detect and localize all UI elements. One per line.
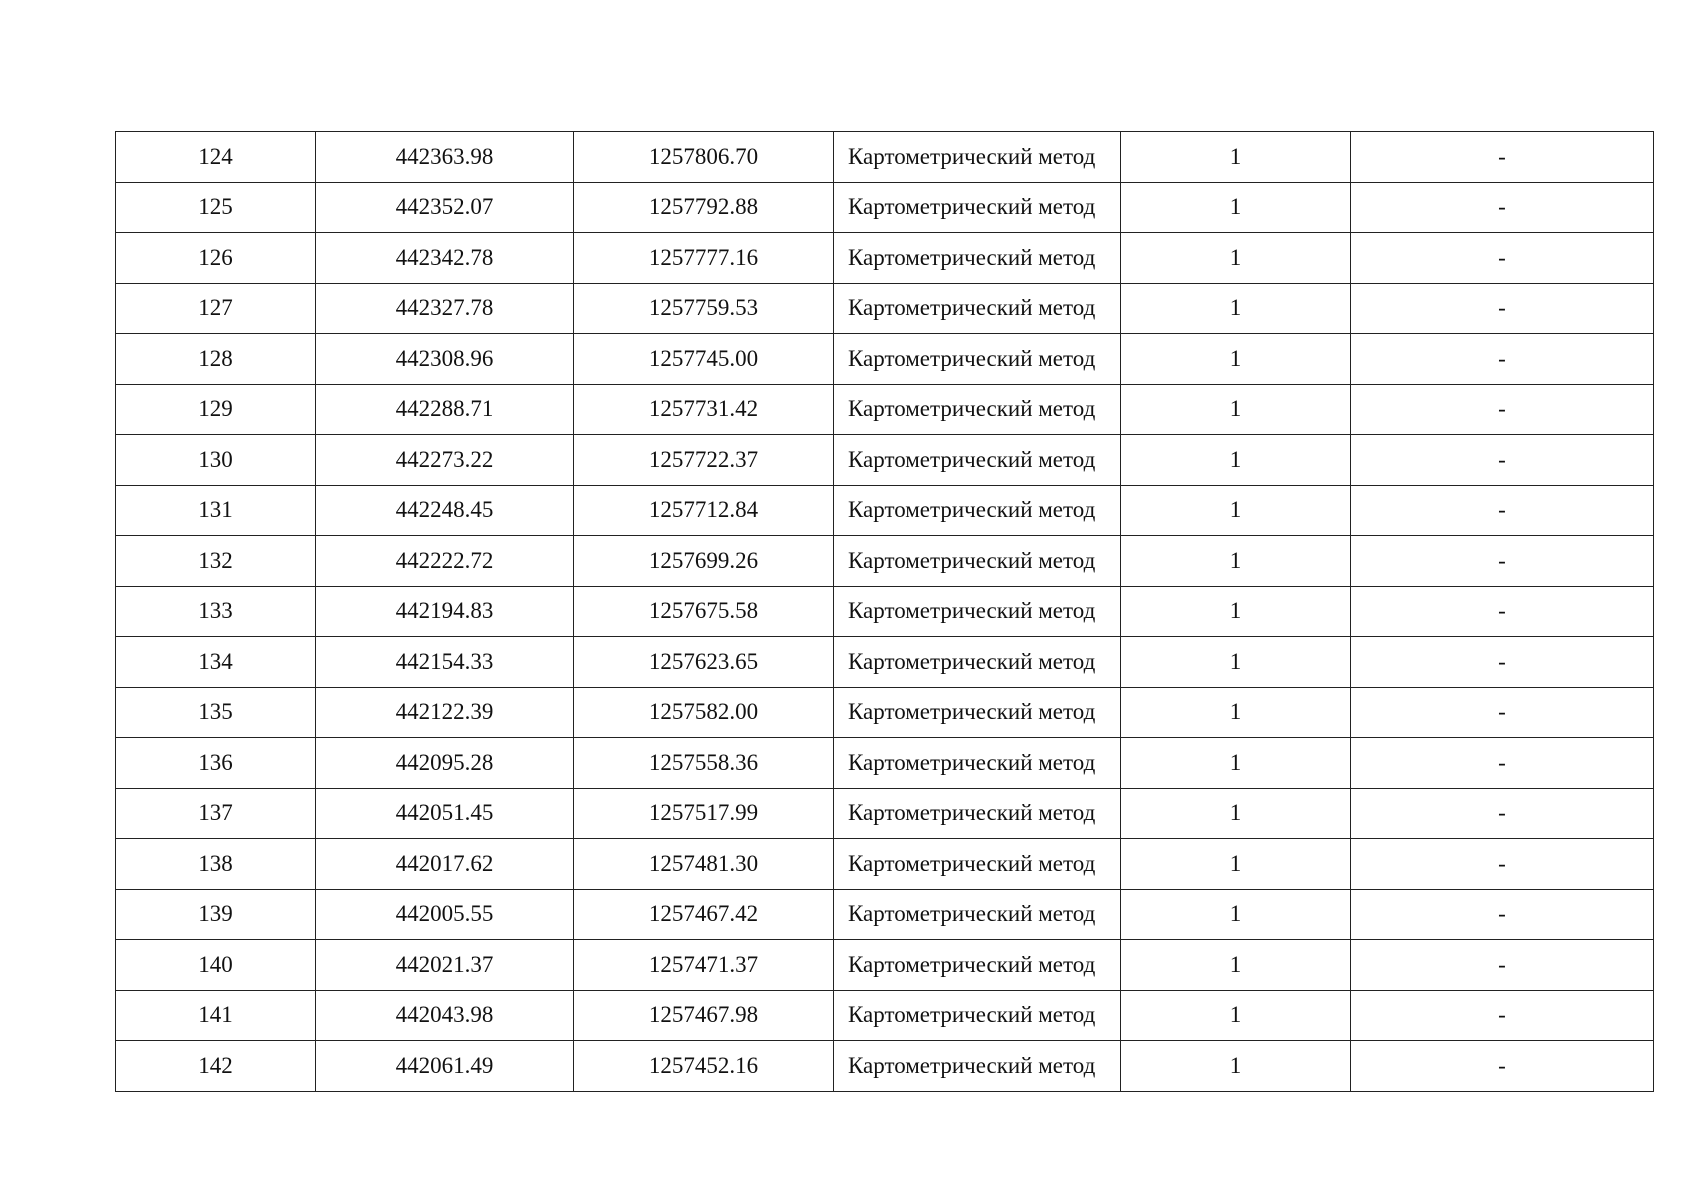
point-number-cell: 126 xyxy=(116,233,316,284)
accuracy-cell: 1 xyxy=(1121,990,1351,1041)
note-cell: - xyxy=(1351,889,1654,940)
y-coordinate-cell: 1257792.88 xyxy=(574,182,834,233)
y-coordinate-cell: 1257467.42 xyxy=(574,889,834,940)
note-cell: - xyxy=(1351,334,1654,385)
y-coordinate-cell: 1257623.65 xyxy=(574,637,834,688)
accuracy-cell: 1 xyxy=(1121,435,1351,486)
accuracy-cell: 1 xyxy=(1121,637,1351,688)
y-coordinate-cell: 1257517.99 xyxy=(574,788,834,839)
point-number-cell: 137 xyxy=(116,788,316,839)
y-coordinate-cell: 1257481.30 xyxy=(574,839,834,890)
y-coordinate-cell: 1257558.36 xyxy=(574,738,834,789)
x-coordinate-cell: 442342.78 xyxy=(316,233,574,284)
note-cell: - xyxy=(1351,384,1654,435)
method-cell: Картометрический метод xyxy=(834,889,1121,940)
table-row xyxy=(116,586,1654,637)
y-coordinate-cell: 1257675.58 xyxy=(574,586,834,637)
coordinates-table-body xyxy=(116,132,1654,1092)
accuracy-cell: 1 xyxy=(1121,839,1351,890)
accuracy-cell: 1 xyxy=(1121,233,1351,284)
note-cell: - xyxy=(1351,283,1654,334)
accuracy-cell: 1 xyxy=(1121,738,1351,789)
x-coordinate-cell: 442051.45 xyxy=(316,788,574,839)
y-coordinate-cell: 1257722.37 xyxy=(574,435,834,486)
method-cell: Картометрический метод xyxy=(834,182,1121,233)
x-coordinate-cell: 442017.62 xyxy=(316,839,574,890)
note-cell: - xyxy=(1351,788,1654,839)
method-cell: Картометрический метод xyxy=(834,334,1121,385)
table-row xyxy=(116,687,1654,738)
table-row xyxy=(116,233,1654,284)
note-cell: - xyxy=(1351,586,1654,637)
note-cell: - xyxy=(1351,940,1654,991)
x-coordinate-cell: 442248.45 xyxy=(316,485,574,536)
y-coordinate-cell: 1257582.00 xyxy=(574,687,834,738)
accuracy-cell: 1 xyxy=(1121,182,1351,233)
accuracy-cell: 1 xyxy=(1121,788,1351,839)
note-cell: - xyxy=(1351,839,1654,890)
x-coordinate-cell: 442363.98 xyxy=(316,132,574,183)
x-coordinate-cell: 442327.78 xyxy=(316,283,574,334)
y-coordinate-cell: 1257777.16 xyxy=(574,233,834,284)
point-number-cell: 140 xyxy=(116,940,316,991)
table-row xyxy=(116,738,1654,789)
method-cell: Картометрический метод xyxy=(834,536,1121,587)
point-number-cell: 139 xyxy=(116,889,316,940)
table-row xyxy=(116,536,1654,587)
accuracy-cell: 1 xyxy=(1121,132,1351,183)
point-number-cell: 136 xyxy=(116,738,316,789)
method-cell: Картометрический метод xyxy=(834,940,1121,991)
method-cell: Картометрический метод xyxy=(834,485,1121,536)
table-row xyxy=(116,940,1654,991)
point-number-cell: 129 xyxy=(116,384,316,435)
point-number-cell: 130 xyxy=(116,435,316,486)
note-cell: - xyxy=(1351,637,1654,688)
x-coordinate-cell: 442061.49 xyxy=(316,1041,574,1092)
point-number-cell: 141 xyxy=(116,990,316,1041)
table-row xyxy=(116,182,1654,233)
accuracy-cell: 1 xyxy=(1121,1041,1351,1092)
note-cell: - xyxy=(1351,990,1654,1041)
note-cell: - xyxy=(1351,536,1654,587)
table-row xyxy=(116,839,1654,890)
method-cell: Картометрический метод xyxy=(834,687,1121,738)
x-coordinate-cell: 442222.72 xyxy=(316,536,574,587)
table-row xyxy=(116,990,1654,1041)
point-number-cell: 138 xyxy=(116,839,316,890)
accuracy-cell: 1 xyxy=(1121,586,1351,637)
point-number-cell: 131 xyxy=(116,485,316,536)
accuracy-cell: 1 xyxy=(1121,485,1351,536)
table-row xyxy=(116,334,1654,385)
method-cell: Картометрический метод xyxy=(834,839,1121,890)
y-coordinate-cell: 1257467.98 xyxy=(574,990,834,1041)
y-coordinate-cell: 1257452.16 xyxy=(574,1041,834,1092)
note-cell: - xyxy=(1351,1041,1654,1092)
x-coordinate-cell: 442308.96 xyxy=(316,334,574,385)
point-number-cell: 125 xyxy=(116,182,316,233)
y-coordinate-cell: 1257699.26 xyxy=(574,536,834,587)
y-coordinate-cell: 1257759.53 xyxy=(574,283,834,334)
accuracy-cell: 1 xyxy=(1121,889,1351,940)
note-cell: - xyxy=(1351,738,1654,789)
method-cell: Картометрический метод xyxy=(834,586,1121,637)
method-cell: Картометрический метод xyxy=(834,283,1121,334)
note-cell: - xyxy=(1351,182,1654,233)
method-cell: Картометрический метод xyxy=(834,738,1121,789)
accuracy-cell: 1 xyxy=(1121,687,1351,738)
point-number-cell: 132 xyxy=(116,536,316,587)
x-coordinate-cell: 442005.55 xyxy=(316,889,574,940)
point-number-cell: 133 xyxy=(116,586,316,637)
y-coordinate-cell: 1257806.70 xyxy=(574,132,834,183)
point-number-cell: 127 xyxy=(116,283,316,334)
method-cell: Картометрический метод xyxy=(834,788,1121,839)
method-cell: Картометрический метод xyxy=(834,384,1121,435)
x-coordinate-cell: 442154.33 xyxy=(316,637,574,688)
point-number-cell: 124 xyxy=(116,132,316,183)
note-cell: - xyxy=(1351,485,1654,536)
table-row xyxy=(116,283,1654,334)
x-coordinate-cell: 442095.28 xyxy=(316,738,574,789)
accuracy-cell: 1 xyxy=(1121,384,1351,435)
accuracy-cell: 1 xyxy=(1121,334,1351,385)
x-coordinate-cell: 442273.22 xyxy=(316,435,574,486)
table-row xyxy=(116,384,1654,435)
method-cell: Картометрический метод xyxy=(834,233,1121,284)
note-cell: - xyxy=(1351,132,1654,183)
y-coordinate-cell: 1257745.00 xyxy=(574,334,834,385)
point-number-cell: 134 xyxy=(116,637,316,688)
method-cell: Картометрический метод xyxy=(834,435,1121,486)
table-row xyxy=(116,889,1654,940)
x-coordinate-cell: 442043.98 xyxy=(316,990,574,1041)
x-coordinate-cell: 442122.39 xyxy=(316,687,574,738)
x-coordinate-cell: 442352.07 xyxy=(316,182,574,233)
table-row xyxy=(116,435,1654,486)
table-row xyxy=(116,637,1654,688)
method-cell: Картометрический метод xyxy=(834,990,1121,1041)
table-row xyxy=(116,485,1654,536)
x-coordinate-cell: 442288.71 xyxy=(316,384,574,435)
coordinates-table xyxy=(115,131,1654,1092)
x-coordinate-cell: 442021.37 xyxy=(316,940,574,991)
method-cell: Картометрический метод xyxy=(834,132,1121,183)
point-number-cell: 135 xyxy=(116,687,316,738)
table-row xyxy=(116,132,1654,183)
accuracy-cell: 1 xyxy=(1121,536,1351,587)
accuracy-cell: 1 xyxy=(1121,940,1351,991)
y-coordinate-cell: 1257731.42 xyxy=(574,384,834,435)
y-coordinate-cell: 1257471.37 xyxy=(574,940,834,991)
note-cell: - xyxy=(1351,687,1654,738)
method-cell: Картометрический метод xyxy=(834,1041,1121,1092)
x-coordinate-cell: 442194.83 xyxy=(316,586,574,637)
table-row xyxy=(116,788,1654,839)
table-row xyxy=(116,1041,1654,1092)
method-cell: Картометрический метод xyxy=(834,637,1121,688)
note-cell: - xyxy=(1351,233,1654,284)
note-cell: - xyxy=(1351,435,1654,486)
point-number-cell: 142 xyxy=(116,1041,316,1092)
y-coordinate-cell: 1257712.84 xyxy=(574,485,834,536)
point-number-cell: 128 xyxy=(116,334,316,385)
accuracy-cell: 1 xyxy=(1121,283,1351,334)
